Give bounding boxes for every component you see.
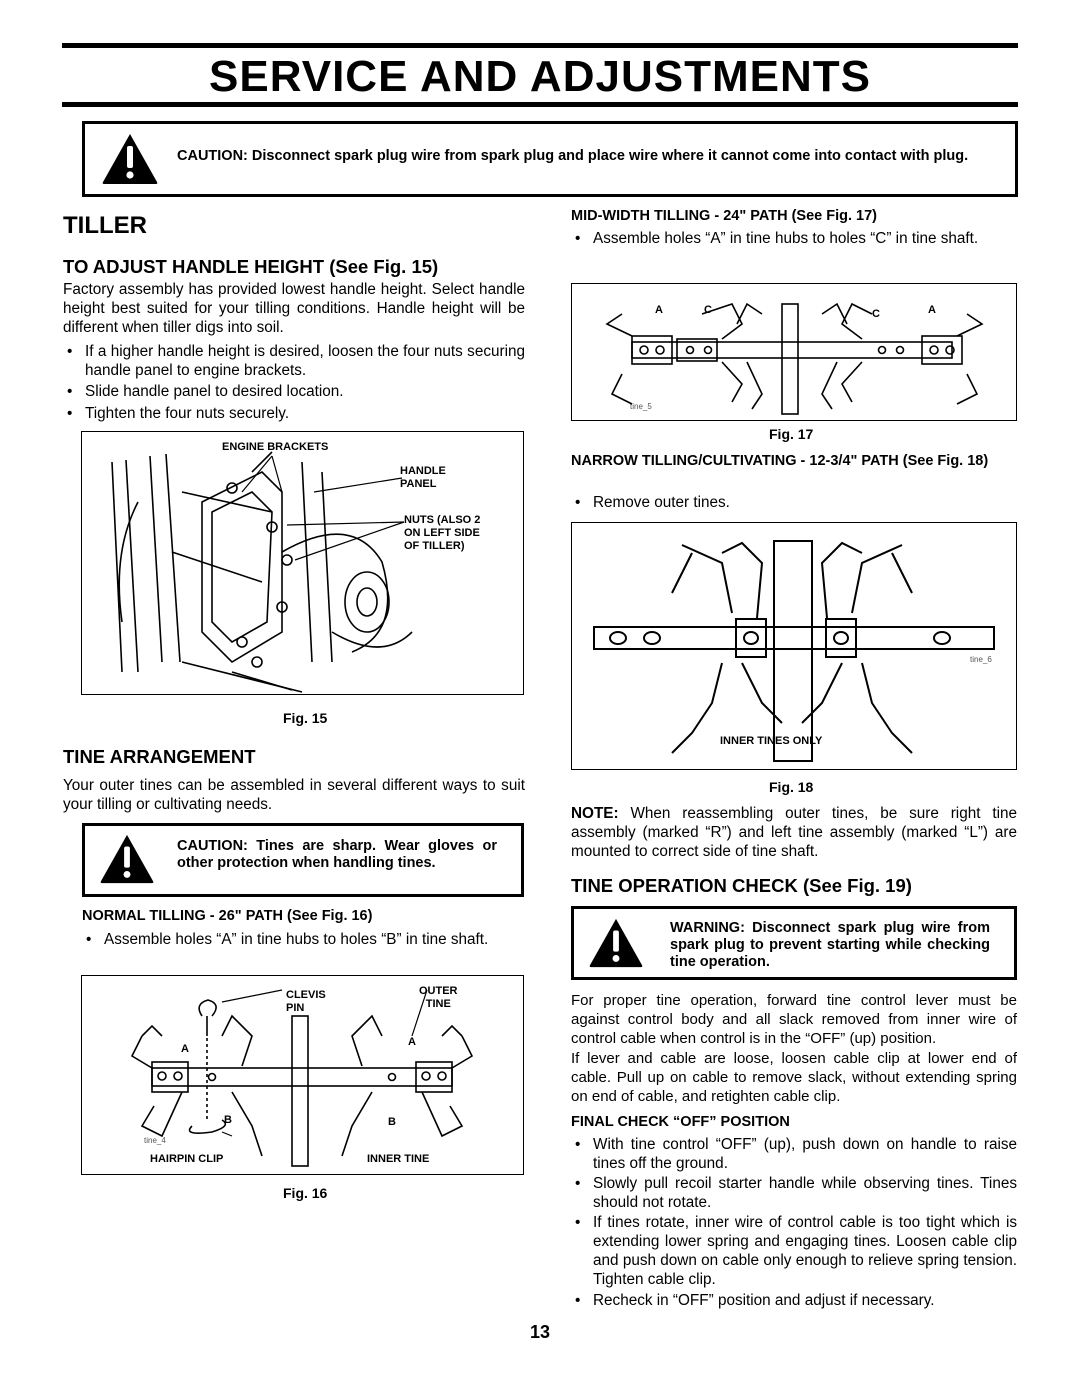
label-inner-tines-only: INNER TINES ONLY <box>720 735 823 747</box>
final-check-step-3: • If tines rotate, inner wire of control cable is too tight which is extending lower spring and engaging tines. Loosen cable clip and push down on cable only enough to relieve spring tension. Tighten cable clip. <box>571 1213 1017 1289</box>
label-a-right: A <box>408 1036 416 1048</box>
note-text: When reassembling outer tines, be sure right tine assembly (marked “R”) and left tine assembly (marked “L”) are mounted to correct side of tine shaft. <box>571 805 1017 860</box>
mid-width-step: • Assemble holes “A” in tine hubs to holes “C” in tine shaft. <box>571 229 1017 248</box>
check-paragraph-2: If lever and cable are loose, loosen cable clip at lower end of cable. Pull up on cable to remove slack, without extending spring on end of cable, and retighten cable clip. <box>571 1050 1017 1105</box>
handle-intro: Factory assembly has provided lowest handle height. Select handle height best suited for your tilling conditions. Handle height will be different when tiller digs into soil. <box>63 281 525 336</box>
narrow-tilling-step: • Remove outer tines. <box>571 493 1017 512</box>
label-c-left: C <box>704 304 712 316</box>
label-handle-panel: HANDLE PANEL <box>400 465 446 490</box>
title-rule <box>62 102 1018 107</box>
label-b-right: B <box>388 1116 396 1128</box>
warning-text-check: WARNING: Disconnect spark plug wire from spark plug to prevent starting while checking tine operation. <box>670 920 990 970</box>
label-a-left: A <box>181 1043 189 1055</box>
final-check-step-2: • Slowly pull recoil starter handle while observing tines. Tines should not rotate. <box>571 1174 1017 1212</box>
tine-arrangement-heading: TINE ARRANGEMENT <box>63 746 256 767</box>
narrow-tilling-heading: NARROW TILLING/CULTIVATING - 12-3/4" PATH (See Fig. 18) <box>571 453 989 469</box>
final-check-step-1: • With tine control “OFF” (up), push down on handle to raise tines off the ground. <box>571 1135 1017 1173</box>
label-c-right: C <box>872 308 880 320</box>
label-b-left: B <box>224 1114 232 1126</box>
fig-18-tag: tine_6 <box>970 655 992 664</box>
warning-box-check <box>571 906 1017 980</box>
fig-17-tag: tine_5 <box>630 402 652 411</box>
page-number: 13 <box>529 1322 551 1342</box>
figure-15 <box>81 431 524 695</box>
figure-16 <box>81 975 524 1175</box>
page-title: SERVICE AND ADJUSTMENTS <box>209 52 871 101</box>
note-label: NOTE: <box>571 805 619 822</box>
normal-tilling-heading: NORMAL TILLING - 26" PATH (See Fig. 16) <box>82 908 373 924</box>
normal-tilling-step: • Assemble holes “A” in tine hubs to holes “B” in tine shaft. <box>82 930 525 949</box>
handle-height-heading: TO ADJUST HANDLE HEIGHT (See Fig. 15) <box>63 256 439 277</box>
label-a-right: A <box>928 304 936 316</box>
handle-bracket-illustration <box>82 432 522 693</box>
tine-operation-check-heading: TINE OPERATION CHECK (See Fig. 19) <box>571 875 912 896</box>
note-paragraph <box>571 804 1017 861</box>
caution-text-top: CAUTION: Disconnect spark plug wire from spark plug and place wire where it cannot come into contact with plug. <box>177 148 969 164</box>
mid-width-heading: MID-WIDTH TILLING - 24" PATH (See Fig. 17) <box>571 208 878 224</box>
figure-17 <box>571 283 1017 421</box>
label-hairpin-clip: HAIRPIN CLIP <box>150 1153 224 1165</box>
top-rule <box>62 43 1018 48</box>
mid-width-illustration <box>572 284 1015 419</box>
label-clevis-pin: CLEVIS PIN <box>286 989 326 1014</box>
handle-step-3: • Tighten the four nuts securely. <box>63 404 525 423</box>
tiller-heading: TILLER <box>63 212 147 239</box>
caution-box-top <box>82 121 1018 197</box>
check-paragraph-1: For proper tine operation, forward tine control lever must be against control body and all slack removed from inner wire of control cable when control is in the “OFF” (up) position. <box>571 992 1017 1047</box>
label-a-left: A <box>655 304 663 316</box>
fig-17-caption: Fig. 17 <box>769 426 814 442</box>
final-check-step-4: • Recheck in “OFF” position and adjust if necessary. <box>571 1291 1017 1310</box>
fig-15-caption: Fig. 15 <box>283 710 328 726</box>
handle-step-1: • If a higher handle height is desired, loosen the four nuts securing handle panel to engine brackets. <box>63 342 525 380</box>
label-inner-tine: INNER TINE <box>367 1153 430 1165</box>
figure-18 <box>571 522 1017 770</box>
warning-triangle-icon <box>588 917 644 969</box>
label-engine-brackets: ENGINE BRACKETS <box>222 441 329 453</box>
fig-16-caption: Fig. 16 <box>283 1185 328 1201</box>
fig-16-tag: tine_4 <box>144 1136 166 1145</box>
handle-step-2: • Slide handle panel to desired location. <box>63 382 525 401</box>
label-outer-tine: OUTER TINE <box>419 985 458 1010</box>
tine-arrangement-intro: Your outer tines can be assembled in several different ways to suit your tilling or cultivating needs. <box>63 777 525 813</box>
warning-triangle-icon <box>101 132 159 186</box>
fig-18-caption: Fig. 18 <box>769 779 814 795</box>
caution-box-tines <box>82 823 524 897</box>
label-nuts: NUTS (ALSO 2 ON LEFT SIDE OF TILLER) <box>404 514 481 552</box>
final-check-heading: FINAL CHECK “OFF” POSITION <box>571 1114 790 1130</box>
narrow-tilling-illustration <box>572 523 1015 768</box>
caution-text-tines: CAUTION: Tines are sharp. Wear gloves or other protection when handling tines. <box>177 838 497 871</box>
warning-triangle-icon <box>99 833 155 885</box>
